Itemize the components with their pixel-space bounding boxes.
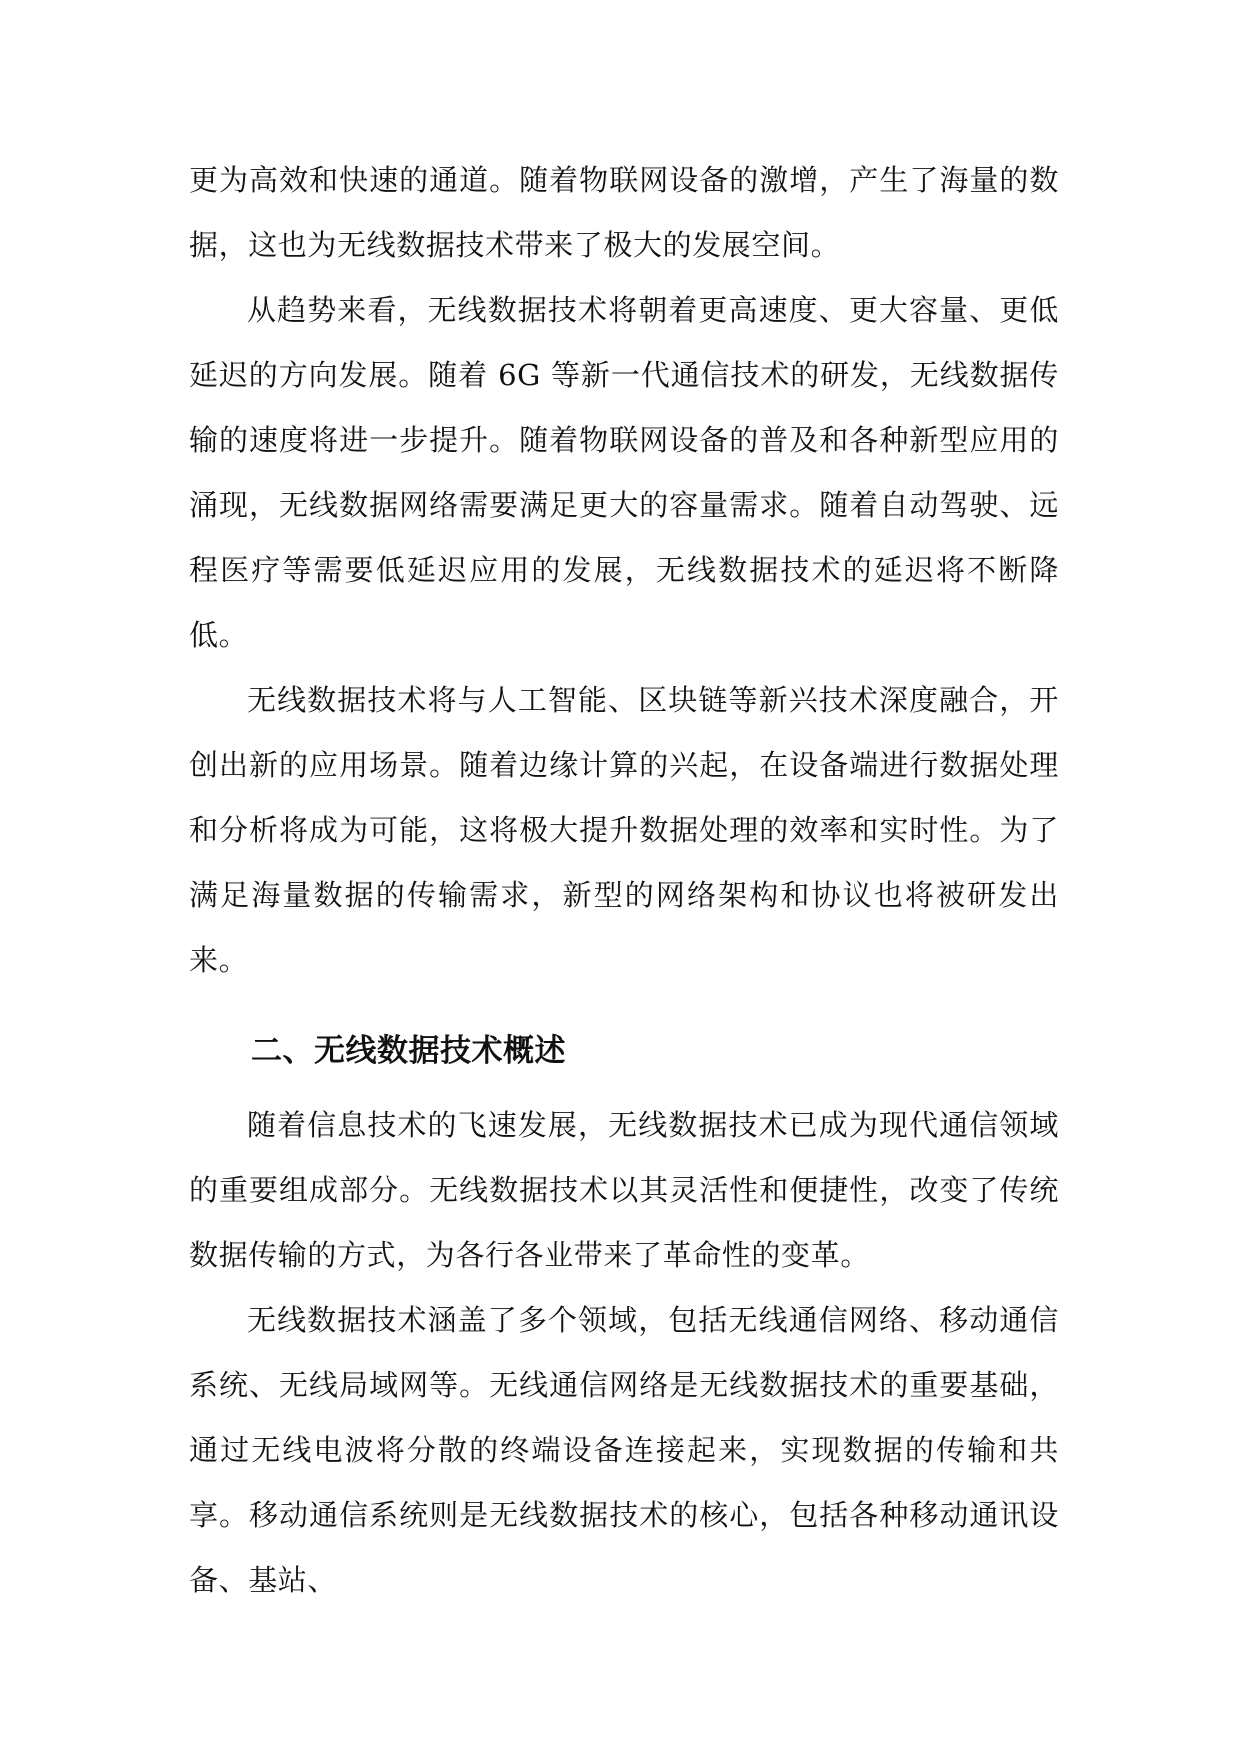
document-body: [189, 148, 1059, 1613]
section-heading: 二、无线数据技术概述: [251, 1033, 566, 1069]
paragraph-2: 从趋势来看，无线数据技术将朝着更高速度、更大容量、更低延迟的方向发展。随着 6G 等新一代通信技术的研发，无线数据传输的速度将进一步提升。随着物联网设备的普及和各种新型应用的涌现，无线数据网络需要满足更大的容量需求。随着自动驾驶、远程医疗等需要低延迟应用的发展，无线数据技术的延迟将不断降低。: [189, 293, 1059, 652]
paragraph-4: 随着信息技术的飞速发展，无线数据技术已成为现代通信领域的重要组成部分。无线数据技术以其灵活性和便捷性，改变了传统数据传输的方式，为各行各业带来了革命性的变革。: [189, 1108, 1059, 1272]
paragraph-5: 无线数据技术涵盖了多个领域，包括无线通信网络、移动通信系统、无线局域网等。无线通信网络是无线数据技术的重要基础，通过无线电波将分散的终端设备连接起来，实现数据的传输和共享。移动通信系统则是无线数据技术的核心，包括各种移动通讯设备、基站、: [189, 1303, 1059, 1597]
paragraph-3: 无线数据技术将与人工智能、区块链等新兴技术深度融合，开创出新的应用场景。随着边缘计算的兴起，在设备端进行数据处理和分析将成为可能，这将极大提升数据处理的效率和实时性。为了满足海量数据的传输需求，新型的网络架构和协议也将被研发出来。: [189, 683, 1059, 977]
paragraph-1: 更为高效和快速的通道。随着物联网设备的激增，产生了海量的数据，这也为无线数据技术带来了极大的发展空间。: [189, 163, 1059, 262]
